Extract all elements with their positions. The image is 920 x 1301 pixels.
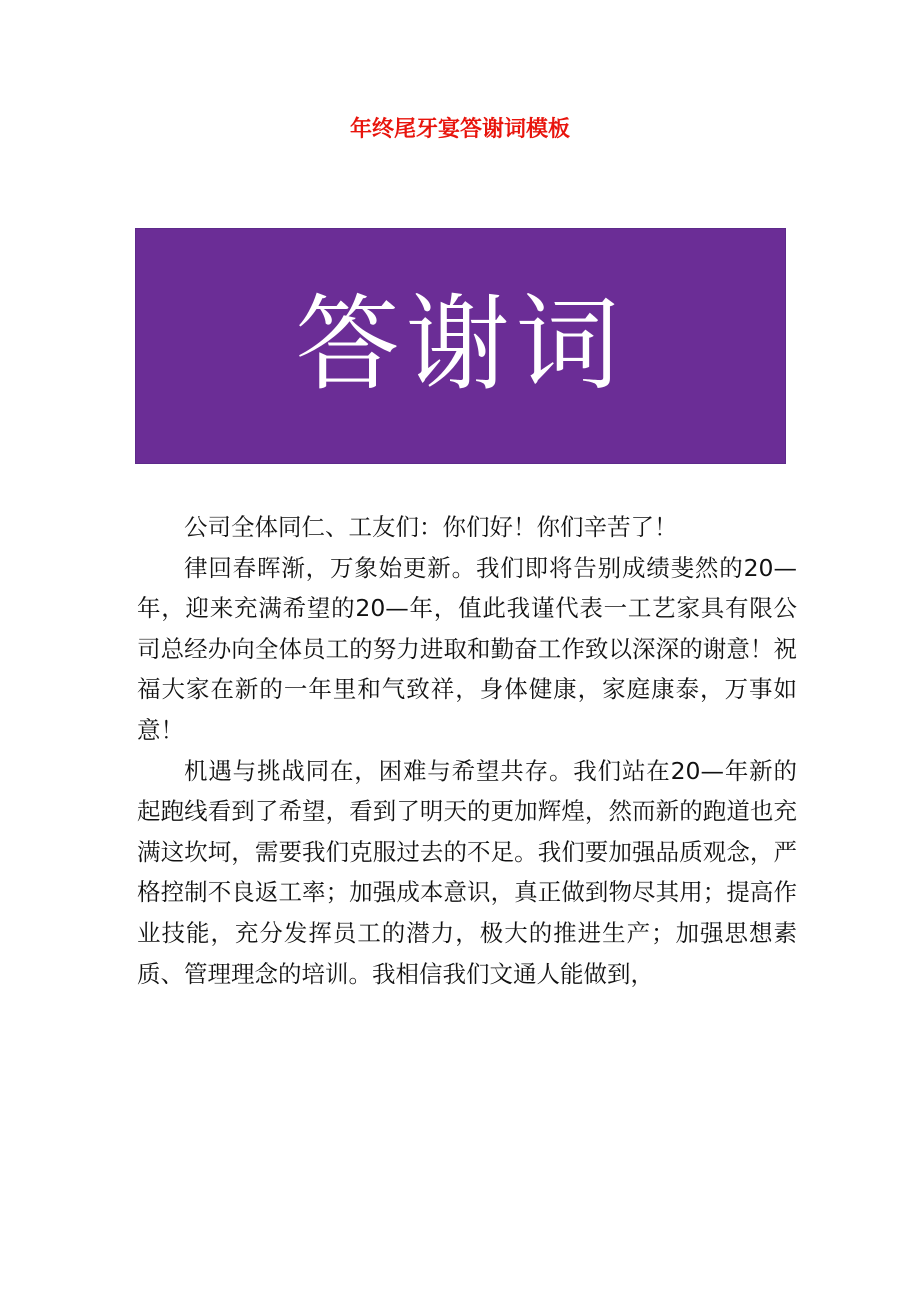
paragraph-thanks: 律回春晖渐，万象始更新。我们即将告别成绩斐然的20—年，迎来充满希望的20—年，值此我谨代表一工艺家具有限公司总经办向全体员工的努力进取和勤奋工作致以深深的谢意！祝福大家在新的一年里和气致祥，身体健康，家庭康泰，万事如意！ bbox=[137, 553, 797, 744]
paragraph-greeting: 公司全体同仁、工友们：你们好！你们辛苦了！ bbox=[184, 513, 678, 541]
document-body bbox=[137, 507, 797, 994]
banner bbox=[135, 228, 786, 464]
paragraph-outlook: 机遇与挑战同在，困难与希望共存。我们站在20—年新的起跑线看到了希望，看到了明天的更加辉煌，然而新的跑道也充满这坎坷，需要我们克服过去的不足。我们要加强品质观念，严格控制不良返工率；加强成本意识，真正做到物尽其用；提高作业技能，充分发挥员工的潜力，极大的推进生产；加强思想素质、管理理念的培训。我相信我们文通人能做到， bbox=[137, 756, 797, 988]
document-title: 年终尾牙宴答谢词模板 bbox=[349, 117, 570, 142]
banner-heading: 答谢词 bbox=[295, 283, 626, 405]
